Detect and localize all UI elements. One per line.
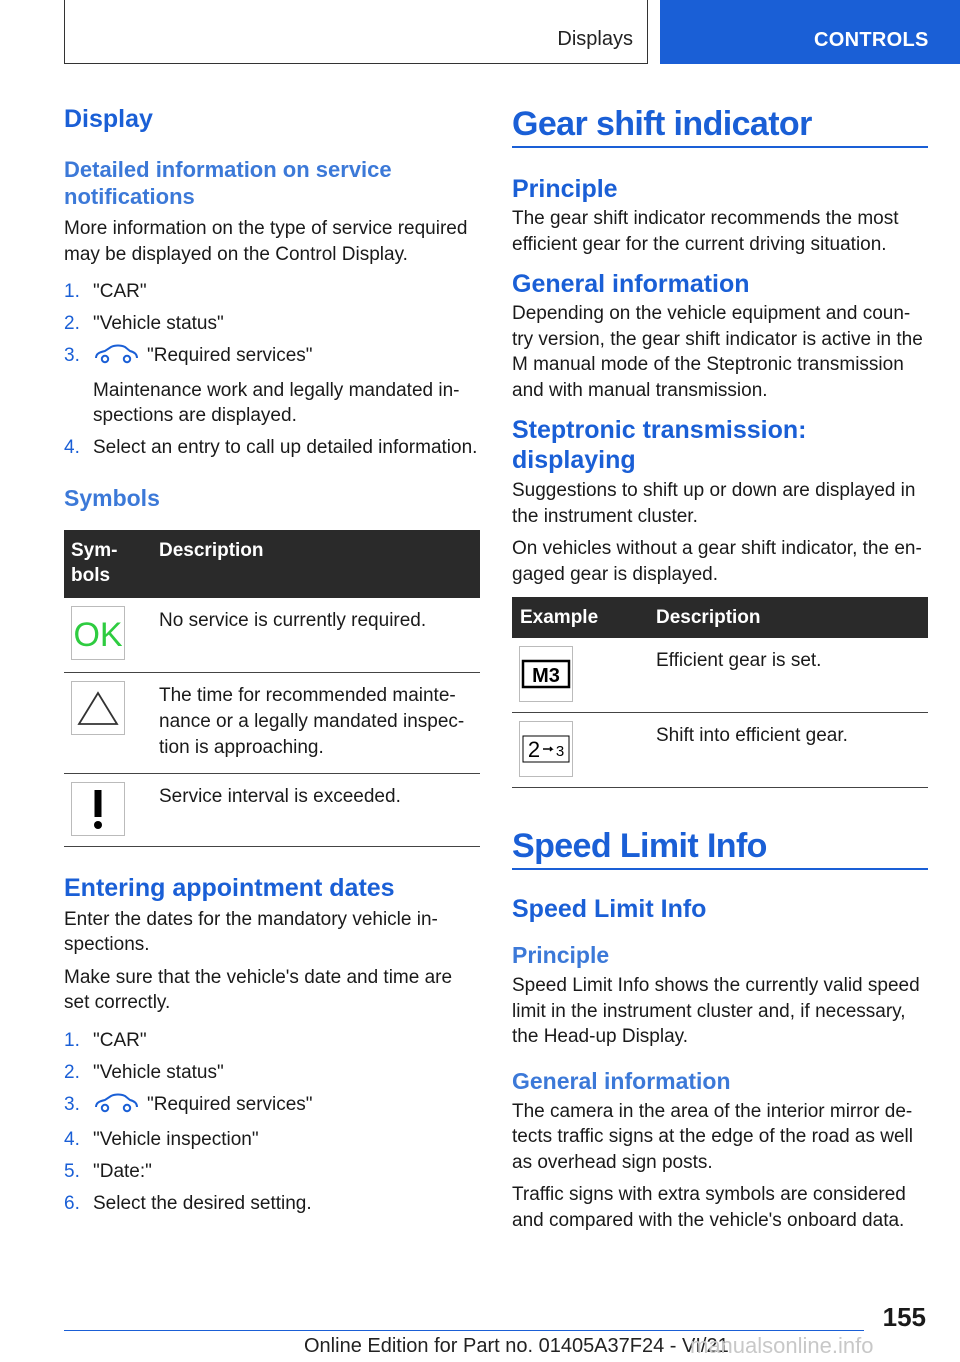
header-chapter-title: CONTROLS xyxy=(814,29,929,51)
steptronic-p1: Suggestions to shift up or down are displayed in the instrument cluster. xyxy=(512,480,916,527)
display-heading: Display xyxy=(64,105,153,133)
header-section-box xyxy=(64,0,648,64)
table-row: OK No service is currently required. xyxy=(64,598,480,673)
appointment-steps-list xyxy=(64,1028,480,1217)
left-column xyxy=(64,104,480,1223)
principle-heading: Principle xyxy=(512,175,618,203)
table-row: M3 Efficient gear is set. xyxy=(512,638,928,713)
car-icon xyxy=(93,1093,139,1121)
header-chapter-box xyxy=(660,0,960,64)
symbols-table xyxy=(64,530,480,847)
general-info-text: Depending on the vehicle equipment and coun-try version, the gear shift indicator is active in the M manual mode of the Steptronic transmission and with manual transmission. xyxy=(512,303,923,401)
speed-general-p1: The camera in the area of the interior mirror de-tects traffic signs at the edge of the road as well as overhead sign posts. xyxy=(512,1100,913,1173)
general-info-heading: General information xyxy=(512,270,750,298)
table-row: Service interval is exceeded. xyxy=(64,773,480,846)
svg-text:OK: OK xyxy=(73,615,123,651)
table-header-description: Description xyxy=(650,597,928,638)
heading-rule xyxy=(512,868,928,870)
symbols-heading: Symbols xyxy=(64,484,160,511)
page-number: 155 xyxy=(882,1302,926,1332)
table-header-description: Description xyxy=(151,530,480,598)
svg-text:M3: M3 xyxy=(532,665,560,687)
heading-rule xyxy=(512,146,928,148)
exclamation-icon xyxy=(71,782,125,836)
gear-table xyxy=(512,597,928,788)
table-header-example: Example xyxy=(512,597,650,638)
gear-m3-icon xyxy=(519,646,573,702)
principle-text: The gear shift indicator recommends the most efficient gear for the current driving situation. xyxy=(512,208,899,255)
table-row: 2 3 Shift into efficient gear. xyxy=(512,713,928,788)
table-row: The time for recommended mainte-nance or a legally mandated inspec-tion is approaching. xyxy=(64,672,480,773)
speed-limit-subheading: Speed Limit Info xyxy=(512,895,707,923)
header-section-title: Displays xyxy=(557,28,633,50)
warning-triangle-icon xyxy=(71,681,125,735)
appointment-heading: Entering appointment dates xyxy=(64,873,395,902)
svg-text:3: 3 xyxy=(555,743,565,760)
svg-text:2: 2 xyxy=(527,737,541,762)
speed-principle-heading: Principle xyxy=(512,942,610,968)
steptronic-p2: On vehicles without a gear shift indicator, the en-gaged gear is displayed. xyxy=(512,538,922,585)
list-item: 3. "Required services" Maintenance work and legally mandated in-spections are displayed. xyxy=(64,343,480,429)
list-item: 5. "Date:" xyxy=(64,1160,152,1182)
appointment-p2: Make sure that the vehicle's date and time are set correctly. xyxy=(64,966,453,1013)
service-steps-list xyxy=(64,279,480,461)
right-column xyxy=(512,104,928,1233)
gear-shift-heading: Gear shift indicator xyxy=(512,105,812,143)
speed-general-p2: Traffic signs with extra symbols are considered and compared with the vehicle's onboard data. xyxy=(512,1184,906,1231)
appointment-p1: Enter the dates for the mandatory vehicle in-spections. xyxy=(64,908,438,955)
shift-up-icon xyxy=(519,721,573,777)
edition-text: Online Edition for Part no. 01405A37F24 - VI/21 xyxy=(304,1335,729,1357)
list-item: 2. "Vehicle status" xyxy=(64,1061,224,1083)
list-item: 1. "CAR" xyxy=(64,281,147,302)
list-item: 2. "Vehicle status" xyxy=(64,313,224,334)
watermark: manualsonline.info xyxy=(690,1333,874,1358)
table-header-symbols: Sym-bols xyxy=(64,530,151,598)
list-item: 3. "Required services" xyxy=(64,1092,480,1121)
list-item: 4. Select an entry to call up detailed information. xyxy=(64,437,478,458)
detailed-info-heading: Detailed information on service notifications xyxy=(64,157,392,209)
car-icon xyxy=(93,344,139,372)
speed-principle-text: Speed Limit Info shows the currently valid speed limit in the instrument cluster and, if necessary, the Head-up Display. xyxy=(512,975,920,1047)
ok-icon xyxy=(71,606,125,660)
footer-rule xyxy=(64,1330,864,1331)
speed-general-heading: General information xyxy=(512,1067,731,1094)
list-item: 1. "CAR" xyxy=(64,1029,147,1051)
steptronic-heading: Steptronic transmission: displaying xyxy=(512,416,807,474)
list-item: 6. Select the desired setting. xyxy=(64,1192,312,1214)
detailed-info-intro: More information on the type of service required may be displayed on the Control Display. xyxy=(64,218,468,265)
list-item: 4. "Vehicle inspection" xyxy=(64,1128,259,1150)
list-item-subtext: Maintenance work and legally mandated in-spections are displayed. xyxy=(93,379,460,426)
speed-limit-heading: Speed Limit Info xyxy=(512,827,767,865)
